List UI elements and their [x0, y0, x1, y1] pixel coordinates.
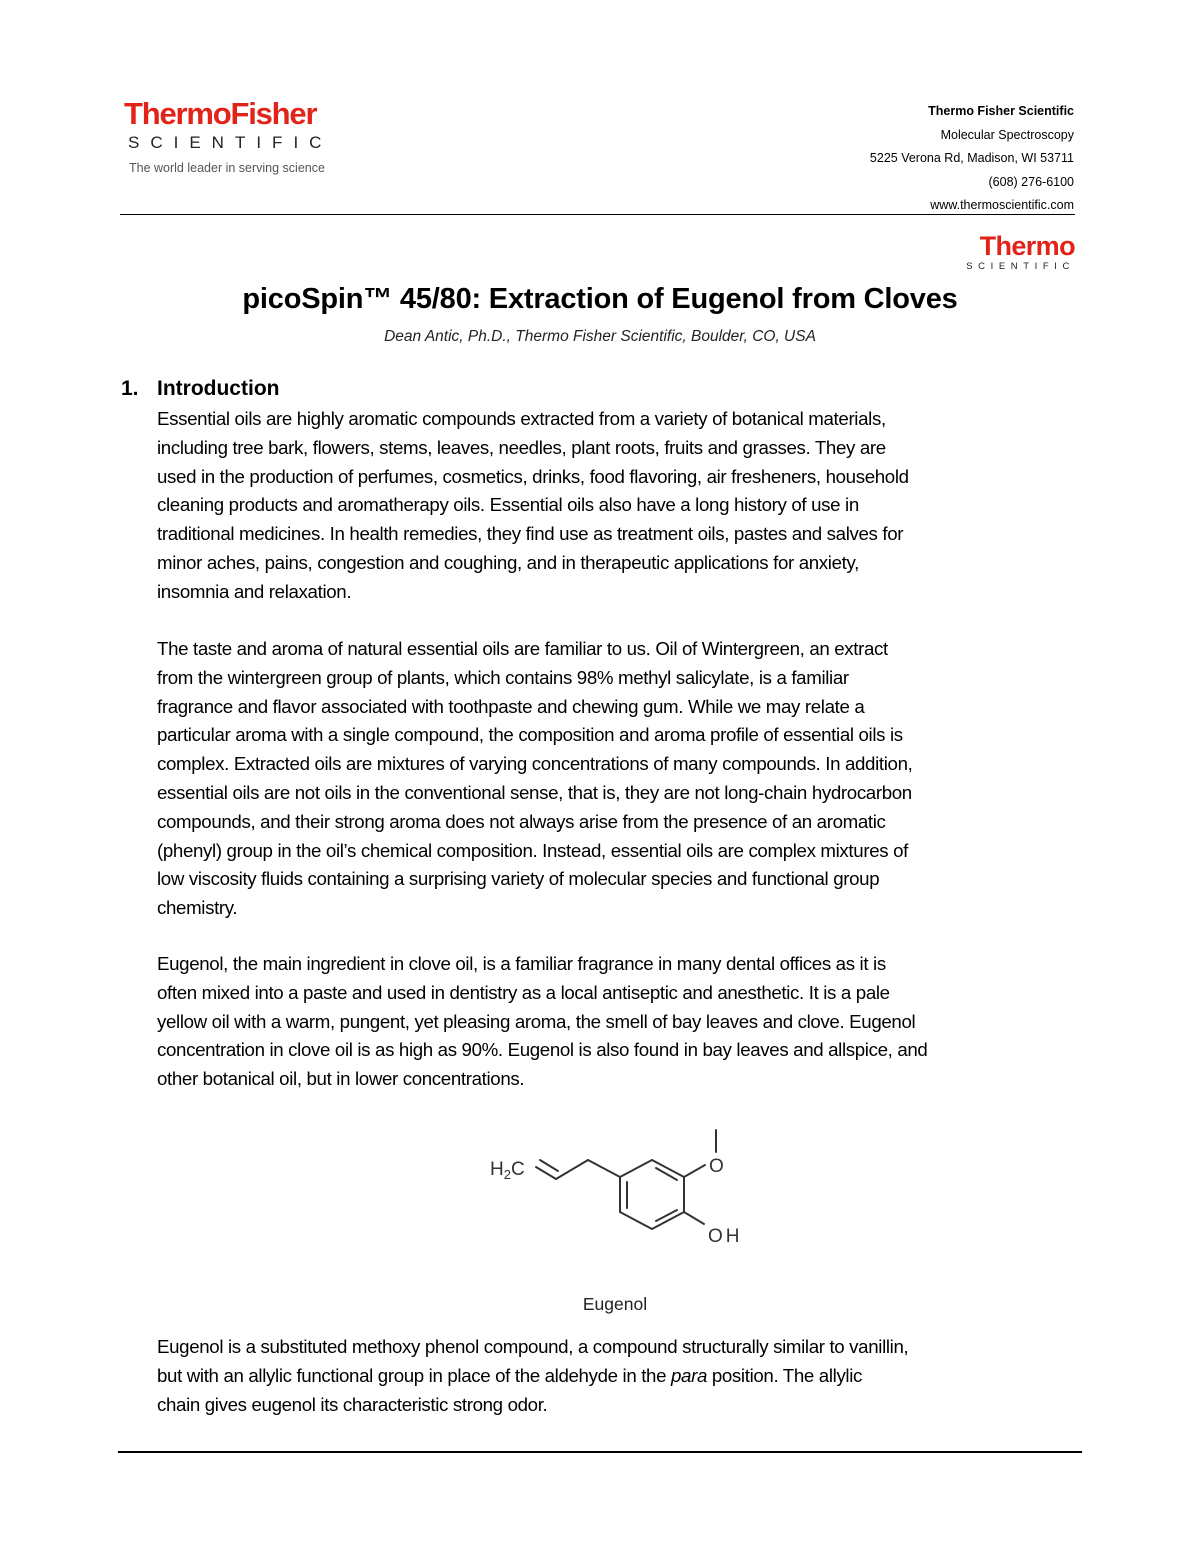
logo-subtitle: SCIENTIFIC — [128, 133, 333, 152]
text-line: from the wintergreen group of plants, which contains 98% methyl salicylate, is a familiar — [157, 666, 849, 688]
ring-bond — [620, 1212, 652, 1229]
thermo-scientific-logo — [966, 232, 1075, 273]
text-line: often mixed into a paste and used in dentistry as a local antiseptic and anesthetic. It is a pale — [157, 981, 890, 1003]
text-line: low viscosity fluids containing a surprising variety of molecular species and functional group — [157, 868, 880, 890]
text-line: chain gives eugenol its characteristic strong odor. — [157, 1393, 548, 1415]
contact-division: Molecular Spectroscopy — [940, 127, 1074, 142]
text-run: position. The allylic — [707, 1364, 863, 1386]
text-line: traditional medicines. In health remedies, they find use as treatment oils, pastes and salves for — [157, 523, 904, 545]
logo-tagline: The world leader in serving science — [129, 161, 325, 175]
text-line: other botanical oil, but in lower concentrations. — [157, 1068, 525, 1090]
para-italic: para — [670, 1364, 707, 1386]
text-line: minor aches, pains, congestion and coughing, and in therapeutic applications for anxiety, — [157, 551, 859, 573]
ring-double-bond — [656, 1168, 677, 1180]
allyl-bond — [588, 1160, 620, 1177]
ring-bond — [620, 1160, 652, 1177]
oxygen-label: O — [709, 1156, 724, 1177]
section-number: 1. — [121, 377, 139, 400]
hydroxyl-label: OH — [708, 1226, 743, 1247]
text-line — [157, 1362, 1087, 1391]
text-run: but with an allylic functional group in place of the aldehyde in the — [157, 1364, 671, 1386]
molecule-caption: Eugenol — [582, 1294, 648, 1314]
logo-wordmark: ThermoFisher — [124, 96, 317, 131]
logo2-subtitle: SCIENTIFIC — [966, 261, 1075, 272]
text-line: used in the production of perfumes, cosmetics, drinks, food flavoring, air fresheners, household — [157, 465, 909, 487]
text-line: cleaning products and aromatherapy oils. Essential oils also have a long history of use in — [157, 494, 859, 516]
document-title: picoSpin™ 45/80: Extraction of Eugenol from Cloves — [242, 283, 958, 315]
contact-phone: (608) 276-6100 — [988, 174, 1074, 189]
header-divider — [120, 214, 1075, 215]
text-line: insomnia and relaxation. — [157, 580, 352, 602]
hydroxyl-bond — [684, 1212, 704, 1224]
contact-address: 5225 Verona Rd, Madison, WI 53711 — [869, 151, 1074, 165]
text-line: yellow oil with a warm, pungent, yet pleasing aroma, the smell of bay leaves and clove. Eugenol — [157, 1010, 916, 1032]
paragraph-structure — [157, 1333, 1087, 1419]
text-line: fragrance and flavor associated with toothpaste and chewing gum. While we may relate a — [157, 695, 865, 717]
contact-block — [714, 100, 1074, 218]
text-line: concentration in clove oil is as high as 90%. Eugenol is also found in bay leaves and allspice, and — [157, 1039, 928, 1061]
text-line: compounds, and their strong aroma does not always arise from the presence of an aromatic — [157, 810, 886, 832]
thermo-fisher-logo — [124, 98, 384, 175]
contact-website[interactable]: www.thermoscientific.com — [930, 198, 1074, 212]
contact-company: Thermo Fisher Scientific — [928, 104, 1074, 118]
eugenol-structure — [480, 1122, 750, 1262]
text-line: chemistry. — [157, 897, 238, 919]
text-line: essential oils are not oils in the conventional sense, that is, they are not long-chain hydrocarbon — [157, 781, 912, 803]
ring-double-bond — [656, 1210, 677, 1221]
logo2-wordmark: Thermo — [979, 231, 1075, 261]
footer-divider — [118, 1451, 1082, 1453]
section-title: Introduction — [157, 377, 280, 400]
text-line: complex. Extracted oils are mixtures of varying concentrations of many compounds. In addition, — [157, 753, 913, 775]
document-author: Dean Antic, Ph.D., Thermo Fisher Scientific, Boulder, CO, USA — [384, 328, 816, 345]
text-line: Eugenol is a substituted methoxy phenol compound, a compound structurally similar to vanillin, — [157, 1336, 909, 1357]
paragraph-intro — [157, 405, 1087, 607]
text-line: Essential oils are highly aromatic compounds extracted from a variety of botanical materials, — [157, 408, 886, 429]
text-line: The taste and aroma of natural essential oils are familiar to us. Oil of Wintergreen, an extract — [157, 638, 888, 659]
allyl-bond — [556, 1160, 588, 1179]
methoxy-bond — [684, 1165, 705, 1177]
paragraph-eugenol — [157, 950, 1087, 1094]
section-heading — [121, 376, 279, 402]
allyl-double-bond — [540, 1160, 558, 1171]
h2c-label: $H_2C$ — [490, 1159, 525, 1182]
text-line: (phenyl) group in the oil’s chemical composition. Instead, essential oils are complex mixtures of — [157, 839, 908, 861]
paragraph-taste-aroma — [157, 635, 1087, 923]
text-line: including tree bark, flowers, stems, leaves, needles, plant roots, fruits and grasses. They are — [157, 436, 886, 458]
text-line: Eugenol, the main ingredient in clove oil, is a familiar fragrance in many dental offices as it is — [157, 953, 886, 974]
text-line: particular aroma with a single compound, the composition and aroma profile of essential oils is — [157, 724, 903, 746]
